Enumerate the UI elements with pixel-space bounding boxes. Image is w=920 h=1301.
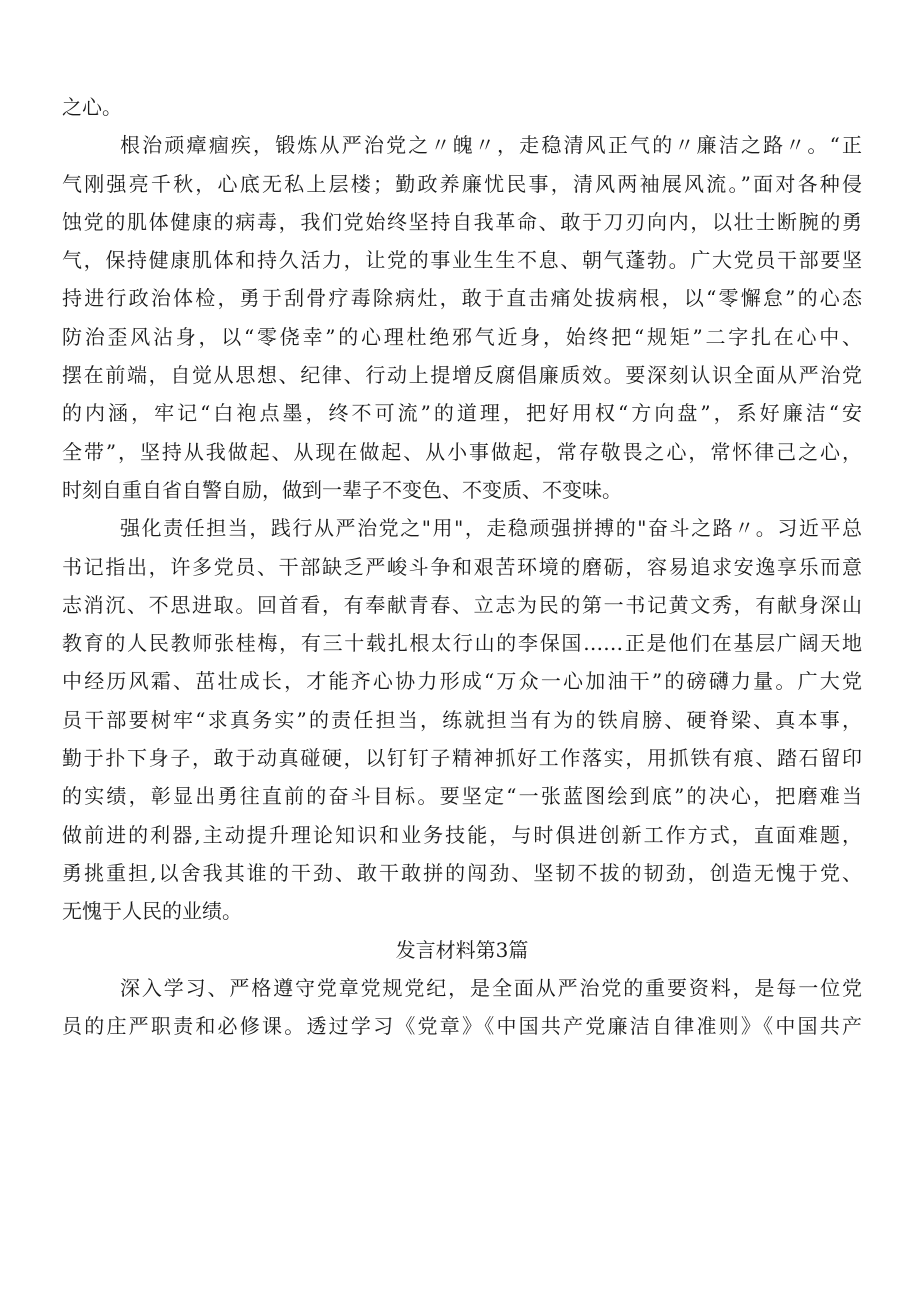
text-line: 时刻自重自省自警自励，做到一辈子不变色、不变质、不变味。 [62, 477, 622, 502]
document-page [62, 88, 862, 1045]
text-line: 志消沉、不思进取。回首看，有奉献青春、立志为民的第一书记黄文秀，有献身深山 [62, 592, 862, 617]
text-line: 员干部要树牢“求真务实”的责任担当，练就担当有为的铁肩膀、硬脊梁、真本事， [62, 707, 862, 732]
text-line: 全带”，坚持从我做起、从现在做起、从小事做起，常存敬畏之心，常怀律己之心， [62, 439, 862, 464]
paragraph-party-constitution [62, 969, 862, 1046]
text-line: 气刚强亮千秋，心底无私上层楼；勤政养廉忧民事，清风两袖展风流。”面对各种侵 [62, 171, 862, 196]
text-line: 教育的人民教师张桂梅，有三十载扎根太行山的李保国……正是他们在基层广阔天地 [62, 631, 862, 656]
text-line: 强化责任担当，践行从严治党之"用"，走稳顽强拼搏的"奋斗之路〃。习近平总 [120, 516, 862, 541]
paragraph-continuation [62, 88, 862, 126]
text-line: 气，保持健康肌体和持久活力，让党的事业生生不息、朝气蓬勃。广大党员干部要坚 [62, 248, 862, 273]
text-line: 勇挑重担,以舍我其谁的干劲、敢干敢拼的闯劲、坚韧不拔的韧劲，创造无愧于党、 [62, 860, 862, 885]
text-line: 的内涵，牢记“白袍点墨，终不可流”的道理，把好用权“方向盘”，系好廉洁“安 [62, 401, 862, 426]
text-line: 深入学习、严格遵守党章党规党纪，是全面从严治党的重要资料，是每一位党 [120, 975, 862, 1000]
section-heading-text: 发言材料第3篇 [395, 937, 529, 962]
text-line: 之心。 [62, 95, 122, 119]
text-line: 的实绩，彰显出勇往直前的奋斗目标。要坚定“一张蓝图绘到底”的决心，把磨难当 [62, 784, 862, 809]
text-line: 勤于扑下身子，敢于动真碰硬，以钉钉子精神抓好工作落实，用抓铁有痕、踏石留印 [62, 746, 862, 771]
text-line: 员的庄严职责和必修课。透过学习《党章》《中国共产党廉洁自律准则》《中国共产 [62, 1014, 862, 1039]
text-line: 书记指出，许多党员、干部缺乏严峻斗争和艰苦环境的磨砺，容易追求安逸享乐而意 [62, 554, 862, 579]
text-line: 做前进的利器,主动提升理论知识和业务技能，与时俱进创新工作方式，直面难题， [62, 822, 862, 847]
text-line: 防治歪风沾身，以“零侥幸”的心理杜绝邪气近身，始终把“规矩”二字扎在心中、 [62, 324, 862, 349]
text-line: 摆在前端，自觉从思想、纪律、行动上提增反腐倡廉质效。要深刻认识全面从严治党 [62, 363, 862, 388]
text-line: 持进行政治体检，勇于刮骨疗毒除病灶，敢于直击痛处拔病根，以“零懈怠”的心态 [62, 286, 862, 311]
text-line: 根治顽瘴痼疾，锻炼从严治党之〃魄〃，走稳清风正气的〃廉洁之路〃。“正 [120, 133, 862, 158]
text-line: 蚀党的肌体健康的病毒，我们党始终坚持自我革命、敢于刀刃向内，以壮士断腕的勇 [62, 209, 862, 234]
text-line: 无愧于人民的业绩。 [62, 899, 242, 924]
paragraph-responsibility [62, 509, 862, 930]
section-heading [62, 931, 862, 969]
text-line: 中经历风霜、茁壮成长，才能齐心协力形成“万众一心加油干”的磅礴力量。广大党 [62, 669, 862, 694]
paragraph-integrity [62, 126, 862, 509]
